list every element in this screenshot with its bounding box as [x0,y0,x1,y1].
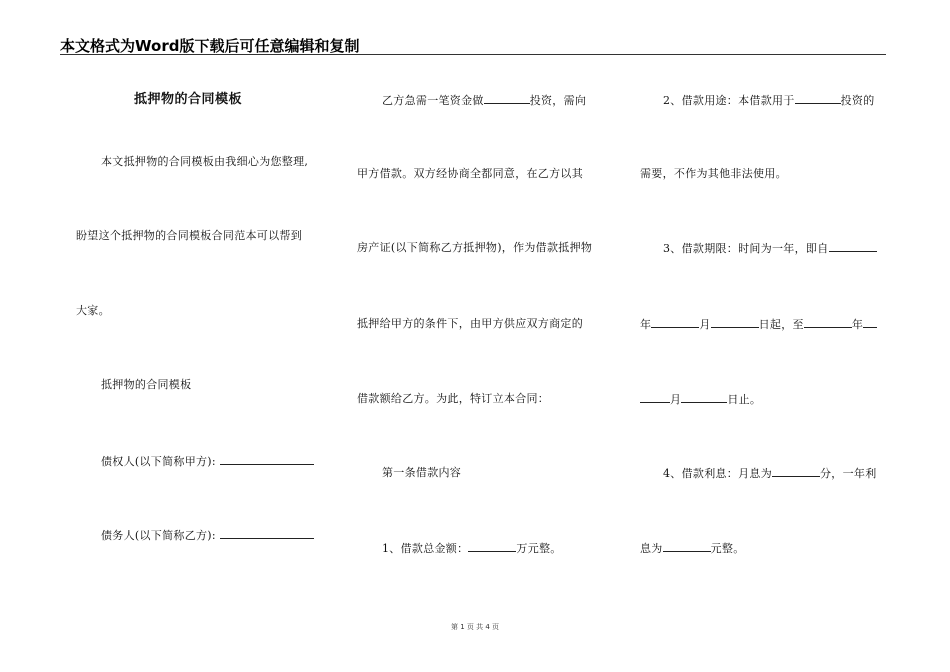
interest-rate-blank [772,466,820,477]
subtitle: 抵押物的合同模板 [101,378,192,391]
interest-total-unit: 元整。 [710,542,745,555]
page-header-title: 本文格式为Word版下载后可任意编辑和复制 [60,37,360,55]
debtor-blank [220,528,314,539]
loan-term-line [663,241,877,256]
interest-total-blank [663,541,711,552]
interest-line-2 [640,541,745,556]
loan-amount-label: 1、借款总金额： [382,542,469,555]
creditor-line [101,454,314,469]
col2-line-4: 抵押给甲方的条件下，由甲方供应双方商定的 [357,317,583,330]
col2-line-5: 借款额给乙方。为此，特订立本合同： [357,392,550,405]
intro-line-2: 盼望这个抵押物的合同模板合同范本可以帮到 [76,229,302,242]
col2-line-2: 甲方借款。双方经协商全都同意，在乙方以其 [357,167,583,180]
month-label: 月 [699,318,711,331]
article-1-heading: 第一条借款内容 [382,466,462,479]
loan-amount-blank [468,541,516,552]
end-month-label: 月 [670,393,682,406]
end-day-blank [681,392,727,403]
debtor-label: 债务人(以下简称乙方): [101,529,216,542]
loan-term-end-line [640,392,761,407]
interest-line [663,466,877,481]
loan-amount-unit: 万元整。 [516,542,562,555]
col2-line-3: 房产证(以下简称乙方抵押物)，作为借款抵押物 [357,241,593,254]
end-tail-blank [863,317,877,328]
loan-term-start-blank [829,241,877,252]
loan-amount-line [382,541,562,556]
end-year-blank [804,317,852,328]
end-day-label: 日止。 [727,393,762,406]
creditor-label: 债权人(以下简称甲方): [101,455,216,468]
intro-line-3: 大家。 [76,304,110,317]
interest-rate-suffix: 分，一年利 [820,467,877,480]
debtor-line [101,528,314,543]
loan-term-dates-line [640,317,877,332]
loan-purpose-label: 2、借款用途：本借款用于 [663,94,795,107]
loan-term-label: 3、借款期限：时间为一年，即自 [663,242,829,255]
interest-total-label: 息为 [640,542,663,555]
page-footer: 第 1 页 共 4 页 [450,623,500,631]
end-month-pre-blank [640,392,670,403]
loan-purpose-line [663,93,875,108]
loan-purpose-suffix: 投资的 [840,94,875,107]
investment-blank [484,93,530,104]
col2-line-1 [382,93,586,108]
loan-purpose-blank [795,93,841,104]
loan-purpose-line-2: 需要，不作为其他非法使用。 [640,167,787,180]
year-label: 年 [640,318,652,331]
document-title: 抵押物的合同模板 [134,92,243,107]
month-blank [651,317,699,328]
end-year-label: 年 [851,318,864,331]
interest-label: 4、借款利息：月息为 [663,467,772,480]
day-from-label: 日起，至 [758,318,804,331]
intro-line-1: 本文抵押物的合同模板由我细心为您整理, [101,155,309,168]
day-blank [711,317,759,328]
header-divider [60,54,886,55]
col2-line-1b: 投资，需向 [529,94,587,107]
creditor-blank [220,454,314,465]
col2-line-1a: 乙方急需一笔资金做 [382,94,484,107]
